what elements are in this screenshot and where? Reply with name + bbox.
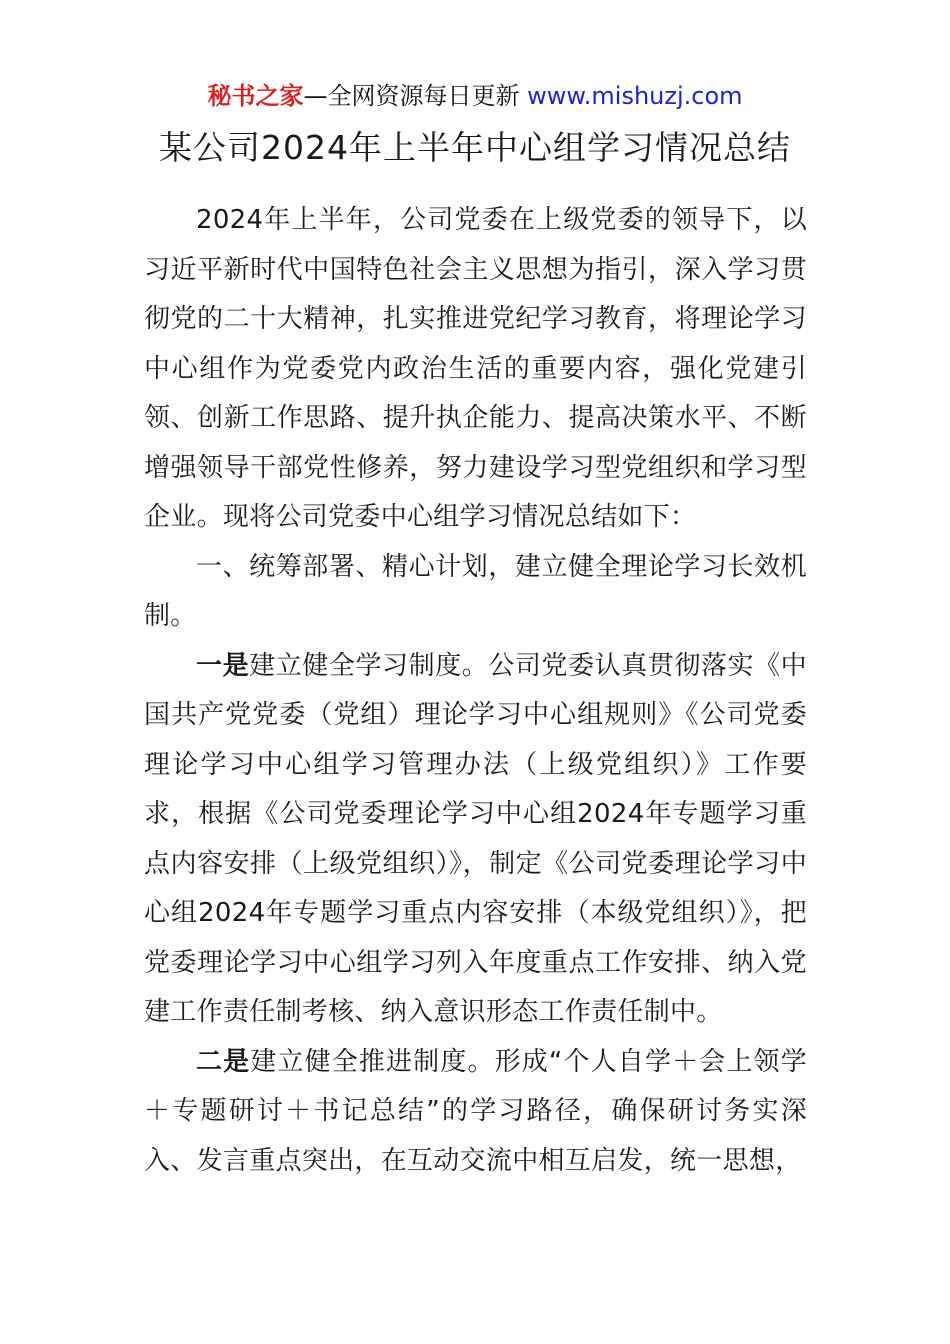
point-paragraph-1 bbox=[144, 642, 807, 1038]
point-lead: 一是 bbox=[196, 650, 250, 681]
site-header bbox=[0, 80, 950, 112]
point-text: 建立健全推进制度。形成“个人自学＋会上领学＋专题研讨＋书记总结”的学习路径，确保研讨务实深入、发言重点突出，在互动交流中相互启发，统一思想， bbox=[144, 1046, 807, 1176]
site-url-link[interactable]: www.mishuzj.com bbox=[527, 82, 743, 110]
document-title: 某公司2024年上半年中心组学习情况总结 bbox=[159, 128, 791, 167]
point-paragraph-2 bbox=[144, 1038, 807, 1187]
document-body bbox=[144, 196, 807, 1186]
point-text: 建立健全学习制度。公司党委认真贯彻落实《中国共产党党委（党组）理论学习中心组规则》《公司党委理论学习中心组学习管理办法（上级党组织）》工作要求，根据《公司党委理论学习中心组2024年专题学习重点内容安排（上级党组织）》，制定《公司党委理论学习中心组2024年专题学习重点内容安排（本级党组织）》，把党委理论学习中心组学习列入年度重点工作安排、纳入党建工作责任制考核、纳入意识形态工作责任制中。 bbox=[144, 650, 807, 1027]
point-lead: 二是 bbox=[196, 1046, 251, 1077]
intro-paragraph: 2024年上半年，公司党委在上级党委的领导下，以习近平新时代中国特色社会主义思想为指引，深入学习贯彻党的二十大精神，扎实推进党纪学习教育，将理论学习中心组作为党委党内政治生活的重要内容，强化党建引领、创新工作思路、提升执企能力、提高决策水平、不断增强领导干部党性修养，努力建设学习型党组织和学习型企业。现将公司党委中心组学习情况总结如下： bbox=[144, 205, 807, 532]
brand-name: 秘书之家 bbox=[207, 82, 304, 110]
section-heading: 一、统筹部署、精心计划，建立健全理论学习长效机制。 bbox=[144, 551, 807, 631]
site-tagline: —全网资源每日更新 bbox=[303, 82, 528, 110]
